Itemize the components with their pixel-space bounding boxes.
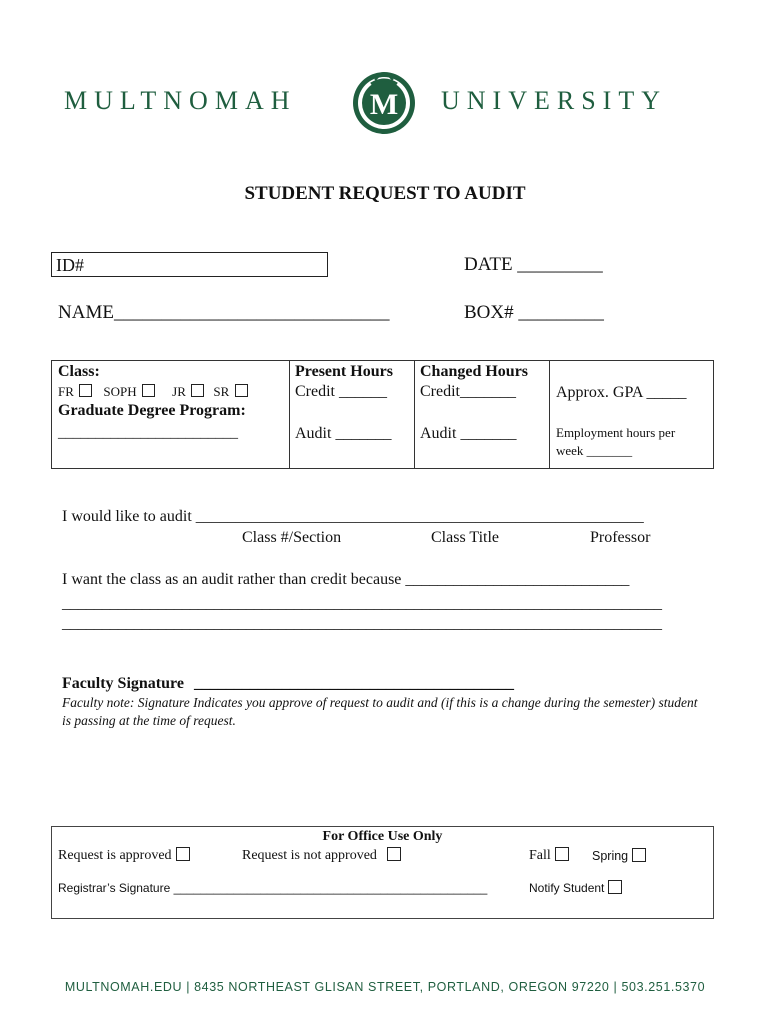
audit-intro-field[interactable]: I would like to audit ________________________________________________________ [62,508,644,525]
changed-hours-label: Changed Hours [420,363,529,380]
footer-contact: MULTNOMAH.EDU | 8435 NORTHEAST GLISAN STREET, PORTLAND, OREGON 97220 | 503.251.5370 [64,980,706,994]
level-soph-label: SOPH [103,384,137,399]
spring-checkbox[interactable] [632,848,646,862]
approved-label: Request is approved [58,848,172,863]
present-hours-label: Present Hours [295,363,393,380]
present-credit-field[interactable]: Credit ______ [295,383,387,400]
level-soph-checkbox[interactable] [142,384,155,397]
level-jr-label: JR [172,384,186,399]
not-approved-checkbox[interactable] [387,847,401,861]
notify-row [529,880,622,895]
class-level-row [58,384,250,400]
changed-audit-field[interactable]: Audit _______ [420,425,517,442]
col-professor: Professor [590,529,651,546]
changed-credit-field[interactable]: Credit_______ [420,383,516,400]
logo-letter: M [369,88,399,121]
col-class-section: Class #/Section [242,529,342,546]
reason-field[interactable]: I want the class as an audit rather than credit because ____________________________ [62,571,630,588]
class-label: Class: [58,363,100,380]
fall-label: Fall [529,848,551,863]
name-field[interactable]: NAME_____________________________ [58,302,390,323]
fall-row [529,847,569,864]
box-field[interactable]: BOX# _________ [464,302,604,323]
reason-line-2[interactable]: ___________________________________________________________________________ [62,615,662,632]
brand-right: UNIVERSITY [441,86,667,115]
date-field[interactable]: DATE _________ [464,254,603,275]
level-sr-label: SR [213,384,230,399]
col-class-title: Class Title [431,529,500,546]
not-approved-row [242,847,401,864]
class-table [51,360,714,469]
approved-row [58,847,190,864]
level-fr-label: FR [58,384,74,399]
grad-program-field[interactable]: ________________________ [58,425,238,441]
spring-label: Spring [592,849,629,863]
present-audit-field[interactable]: Audit _______ [295,425,392,442]
level-sr-checkbox[interactable] [235,384,248,397]
faculty-signature-field[interactable]: ________________________________________ [193,675,514,692]
faculty-note: Faculty note: Signature Indicates you approve of request to audit and (if this is a change during the semester) student is passing at the time of request. [62,695,698,728]
not-approved-label: Request is not approved [242,848,377,863]
reason-line-1[interactable]: ___________________________________________________________________________ [62,595,662,612]
university-seal-icon [351,70,417,136]
level-jr-checkbox[interactable] [191,384,204,397]
fall-checkbox[interactable] [555,847,569,861]
grad-program-label: Graduate Degree Program: [58,402,246,419]
employment-hours-field[interactable]: week _______ [556,443,633,458]
employment-hours-label: Employment hours per [556,425,676,440]
spring-row [592,848,646,863]
approved-checkbox[interactable] [176,847,190,861]
id-field[interactable] [51,252,328,277]
gpa-field[interactable]: Approx. GPA _____ [556,384,687,401]
form-title: STUDENT REQUEST TO AUDIT [244,183,526,204]
office-use-box [51,826,714,919]
id-label: ID# [56,255,84,275]
notify-student-label: Notify Student [529,881,605,895]
office-title: For Office Use Only [322,829,443,844]
registrar-signature-field[interactable]: Registrar’s Signature _______________________________________________ [58,881,488,895]
brand-left: MULTNOMAH [64,86,297,115]
notify-student-checkbox[interactable] [608,880,622,894]
level-fr-checkbox[interactable] [79,384,92,397]
faculty-signature-row [62,675,514,693]
faculty-signature-label: Faculty Signature [62,675,184,692]
